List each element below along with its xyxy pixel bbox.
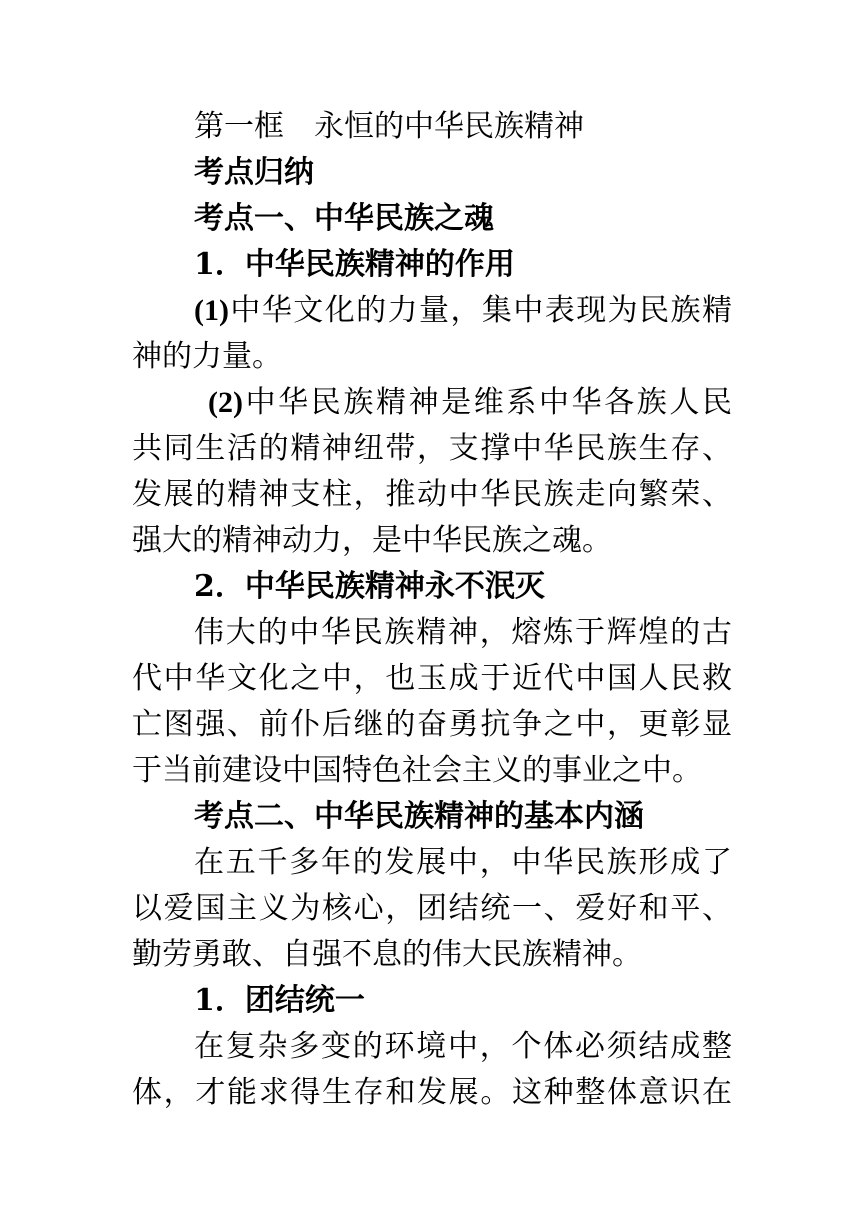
paragraph-2-number: (2) <box>208 386 243 419</box>
paragraph-4-line-1: 在五千多年的发展中，中华民族形成了 <box>194 845 732 880</box>
paragraph-1-number: (1) <box>194 294 229 327</box>
paragraph-4-line-3: 勤劳勇敢、自强不息的伟大民族精神。 <box>132 937 642 972</box>
point1-subheading-1: 1．中华民族精神的作用 <box>194 247 515 282</box>
paragraph-3-line-4: 于当前建设中国特色社会主义的事业之中。 <box>132 753 702 788</box>
paragraph-2-line-3: 发展的精神支柱，推动中华民族走向繁荣、 <box>132 477 732 512</box>
point2-subheading-1: 1．团结统一 <box>194 983 365 1018</box>
paragraph-3-line-2: 代中华文化之中，也玉成于近代中国人民救 <box>132 661 732 696</box>
point1-heading: 考点一、中华民族之魂 <box>194 201 494 236</box>
document-title <box>132 104 732 150</box>
paragraph-4-line-2: 以爱国主义为核心，团结统一、爱好和平、 <box>132 891 732 926</box>
paragraph-3-line-3: 亡图强、前仆后继的奋勇抗争之中，更彰显 <box>132 707 732 742</box>
document-page <box>132 104 732 1116</box>
paragraph-1-text-1: 中华文化的力量，集中表现为民族精 <box>228 293 732 328</box>
section-summary-heading: 考点归纳 <box>194 155 314 190</box>
point2-heading: 考点二、中华民族精神的基本内涵 <box>194 799 644 834</box>
title-prefix: 第一框 <box>194 109 284 144</box>
paragraph-1-line-1 <box>132 288 732 334</box>
paragraph-5-line-1: 在复杂多变的环境中，个体必须结成整 <box>194 1029 732 1064</box>
paragraph-1-line-2: 神的力量。 <box>132 339 282 374</box>
paragraph-2-text-1: 中华民族精神是维系中华各族人民 <box>242 385 732 420</box>
paragraph-2-line-2: 共同生活的精神纽带，支撑中华民族生存、 <box>132 431 732 466</box>
paragraph-2-line-4: 强大的精神动力，是中华民族之魂。 <box>132 523 612 558</box>
point1-subheading-2: 2．中华民族精神永不泯灭 <box>194 569 545 604</box>
title-main: 永恒的中华民族精神 <box>314 109 584 144</box>
paragraph-5-line-2: 体，才能求得生存和发展。这种整体意识在 <box>132 1075 732 1110</box>
paragraph-2-line-1 <box>132 380 732 426</box>
paragraph-3-line-1: 伟大的中华民族精神，熔炼于辉煌的古 <box>194 615 732 650</box>
